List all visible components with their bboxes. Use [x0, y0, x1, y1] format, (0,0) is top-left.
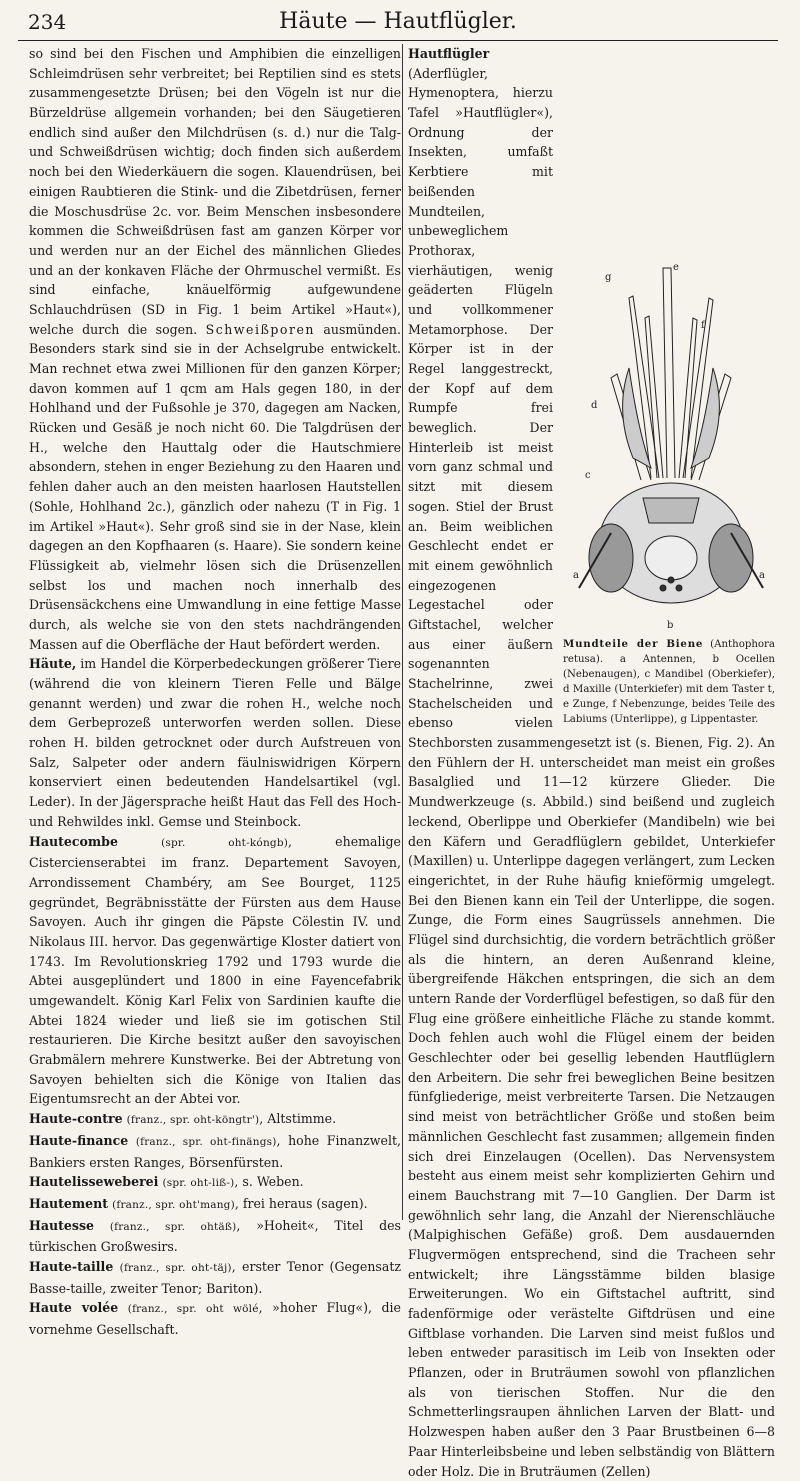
pronunciation: (franz., spr. oht-finängs) [135, 1135, 277, 1148]
headword: Haute-taille [29, 1258, 114, 1274]
headword: Häute, [29, 656, 77, 672]
pronunciation: (spr. oht-liß-) [162, 1177, 235, 1190]
entry-text: (Aderflügler, Hymenoptera, hierzu Tafel »Hautflügler«), Ordnung der Insekten, umfaßt Kerbtiere mit beißenden Mundteilen, unbeweglichem Prothorax, vierhäutigen, wenig geäderten Flügeln und vollkommener Metamorphose. Der Körper ist in der Regel langgestreckt, der Kopf auf dem Rumpfe frei beweglich. Der Hinterleib ist meist vorn ganz schmal und sitzt mit diesem sogen. Stiel der Brust an. Beim weiblichen Geschlecht endet er mit einem gewöhnlich eingezogenen Legestachel oder Giftstachel, welcher aus einer äußern sogenannten Stachelrinne, zwei Stachelscheiden und ebenso vielen Stechborsten zusammengesetzt ist (s. Bienen, Fig. 2). An den Fühlern der H. unterscheidet man meist ein großes Basalglied und 11—12 kürzere Glieder. Die Mundwerkzeuge (s. Abbild.) sind beißend und zugleich leckend, Oberlippe und Oberkiefer (Mandibeln) wie bei den Käfern und Geradflüglern gebildet, Unterkiefer (Maxillen) u. Unterlippe dagegen verlängert, zum Lecken eingerichtet, in der Ruhe häufig knieförmig umgelegt. Bei den Bienen kann ein Teil der Unterlippe, die sogen. Zunge, die Form eines Saugrüssels annehmen. Die Flügel sind durchsichtig, die vordern beträchtlich größer als die hintern, an deren Außenrand kleine, übergreifende Häkchen entspringen, die sich an dem untern Rande der Vorderflügel befestigen, so daß für den Flug eine größere einheitliche Fläche zu stande kommt. Doch fehlen auch wohl die Flügel einem der beiden Geschlechter oder bei gesellig lebenden Hautflüglern den Arbeitern. Die sehr frei beweglichen Beine besitzen fünfgliederige, meist verbreiterte Tarsen. Die Netzaugen sind meist von beträchtlicher Größe und stoßen beim männlichen Geschlecht fast zusammen; allgemein finden sich drei Einzelaugen (Ocellen). Das Nervensystem besteht aus einem meist sehr komplizierten Gehirn und einem Bauchstrang mit 7—10 Ganglien. Der Darm ist gewöhnlich sehr lang, die Anzahl der Nierenschläuche (Malpighischen Gefäße) groß. Dem ausdauernden Flugvermögen entsprechend, sind die Tracheen sehr entwickelt; ihre Längsstämme bilden blasige Erweiterungen. Wo ein Giftstachel auftritt, sind fadenförmige oder verästelte Giftdrüsen und eine Giftblase vorhanden. Die Larven sind meist fußlos und leben entweder parasitisch im Leib von Insekten oder Pflanzen, oder in Bruträumen sowohl von pflanzlichen als von tierischen Stoffen. Nur die den Schmetterlingsraupen ähnlichen Larven der Blatt- und Holzwespen haben außer den 3 Paar Brustbeinen 6—8 Paar Hinterleibsbeine und leben selbständig von Blättern oder Holz. Die in Bruträumen (Zellen) [408, 65, 775, 1479]
page-header [18, 6, 778, 41]
paragraph-hautdruesen: so sind bei den Fischen und Amphibien die einzelligen Schleimdrüsen sehr verbreitet; bei Reptilien sind es stets zusammengesetzte Drüsen; bei den Vögeln ist nur die Bürzeldrüse allgemein vorhanden; bei den Säugetieren endlich sind außer den Milchdrüsen (s. d.) nur die Talg- und Schweißdrüsen wichtig; doch finden sich außerdem noch bei den Wiederkäuern die sogen. Klauendrüsen, bei einigen Raubtieren die Stink- und die Zibetdrüsen, ferner die Moschusdrüse 2c. vor. Beim Menschen insbesondere kommen die Schweißdrüsen fast am ganzen Körper vor und werden nur an der Eichel des männlichen Gliedes und an der konkaven Fläche der Ohrmuschel vermißt. Es sind einfache, knäuelförmig aufgewundene Schlauchdrüsen (SD in Fig. 1 beim Artikel »Haut«), welche durch die sogen. Schweißporen ausmünden. Besonders stark sind sie in der Achselgrube entwickelt. Man rechnet etwa zwei Millionen für den ganzen Körper; davon kommen auf 1 qcm am Hals gegen 180, in der Hohlhand und der Fußsohle je 370, dagegen am Nacken, Rücken und Gesäß je noch nicht 60. Die Talgdrüsen der H., welche den Hauttalg oder die Hautschmiere absondern, stehen in enger Beziehung zu den Haaren und fehlen daher auch an den meisten haarlosen Hautstellen (Sohle, Hohlhand 2c.), gänzlich oder nahezu (T in Fig. 1 im Artikel »Haut«). Sehr groß sind sie in der Nase, klein dagegen an den Kopfhaaren (s. Haare). Sie sondern keine Flüssigkeit ab, vielmehr lösen sich die Drüsenzellen selbst los und machen noch innerhalb des Drüsensäckchens eine Umwandlung in eine fettige Masse durch, als welche sie von den stets nachdrängenden Massen auf die Oberfläche der Haut befördert werden. [29, 46, 401, 652]
label-c: c [585, 470, 591, 481]
entry-haute-volee: Haute volée (franz., spr. oht wölé, »hoher Flug«), die vornehme Gesellschaft. [29, 1300, 401, 1337]
running-title: Häute — Hautflügler. [279, 9, 517, 34]
caption-text: (Anthophora retusa). a Antennen, b Ocellen (Nebenaugen), c Mandibel (Oberkiefer), d Maxille (Unterkiefer) mit dem Taster t, e Zunge, f Nebenzunge, beides Teile des Labiums (Unterlippe), g Lippentaster. [563, 639, 775, 725]
label-e: e [673, 262, 679, 273]
headword: Hautecombe [29, 833, 118, 849]
page-number: 234 [28, 10, 67, 34]
pronunciation: (spr. oht-kóngb) [161, 836, 289, 849]
headword: Haute volée [29, 1300, 119, 1316]
label-g: g [605, 272, 612, 283]
headword: Hautement [29, 1195, 109, 1211]
figure-caption [563, 637, 775, 727]
entry-hautement: Hautement (franz., spr. oht'mang), frei heraus (sagen). [29, 1195, 368, 1211]
headword: Hautflügler [408, 46, 490, 61]
pronunciation: (franz., spr. oht-täj) [119, 1261, 232, 1274]
label-a-left: a [573, 570, 579, 581]
headword: Haute-finance [29, 1132, 129, 1148]
entry-haute-taille: Haute-taille (franz., spr. oht-täj), erster Tenor (Gegensatz Basse-taille, zweiter Tenor; Bariton). [29, 1258, 401, 1296]
pronunciation: (franz., spr. oht wölé [127, 1303, 259, 1316]
label-a-right: a [759, 570, 765, 581]
figure-mundteile [563, 258, 775, 727]
entry-haeute: Häute, im Handel die Körperbedeckungen größerer Tiere (während die von kleinern Tieren Felle und Bälge genannt werden) und zwar die rohen H., welche noch dem Gerbeprozeß unterworfen werden sollen. Diese rohen H. bilden getrocknet oder durch Aufstreuen von Salz, Salpeter oder andern fäulniswidrigen Körpern konserviert einen bedeutenden Handelsartikel (vgl. Leder). In der Jägersprache heißt Haut das Fell des Hoch- und Rehwildes inkl. Gemse und Steinbock. [29, 656, 401, 829]
caption-title: Mundteile der Biene [563, 638, 704, 650]
bee-mouthparts-illustration [571, 258, 771, 633]
right-column [408, 44, 775, 1481]
headword: Haute-contre [29, 1111, 123, 1127]
spaced-term: Schweißporen [205, 321, 315, 337]
headword: Hautelisseweberei [29, 1174, 159, 1190]
pronunciation: (franz., spr. oht'mang) [112, 1198, 235, 1211]
entry-haute-finance: Haute-finance (franz., spr. oht-finängs), hohe Finanzwelt, Bankiers ersten Ranges, Börsenfürsten. [29, 1132, 401, 1170]
entry-haute-contre: Haute-contre (franz., spr. oht-köngtr'), Altstimme. [29, 1111, 337, 1127]
label-d: d [591, 400, 598, 411]
entry-hautfluegler [408, 44, 775, 1481]
entry-hautecombe: Hautecombe (spr. oht-kóngb), ehemalige Cistercienserabtei im franz. Departement Savoyen, Arrondissement Chambéry, am See Bourget, 1125 gegründet, Begräbnisstätte der Fürsten aus dem Hause Savoyen. Auch ihr gingen die Päpste Cölestin IV. und Nikolaus III. hervor. Das gegenwärtige Kloster datiert von 1743. Im Revolutionskrieg 1792 und 1793 wurde die Abtei ausgeplündert und 1800 in eine Fayencefabrik umgewandelt. König Karl Felix von Sardinien kaufte die Abtei 1824 wieder und ließ sie im gotischen Stil restaurieren. Die Kirche besitzt außer den savoyischen Grabmälern mehrere Kunstwerke. Bei der Abtretung von Savoyen behielten sich die Könige von Italien das Eigentumsrecht an der Abtei vor. [29, 833, 401, 1107]
headword: Hautesse [29, 1217, 94, 1233]
pronunciation: (franz., spr. ohtäß) [109, 1220, 237, 1233]
entry-hautelisseweberei: Hautelisseweberei (spr. oht-liß-), s. Weben. [29, 1174, 304, 1190]
left-column [29, 44, 401, 1340]
label-f: f [701, 320, 705, 331]
column-rule [402, 44, 403, 1220]
label-b: b [667, 620, 674, 631]
pronunciation: (franz., spr. oht-köngtr') [126, 1114, 260, 1127]
entry-hautesse: Hautesse (franz., spr. ohtäß), »Hoheit«, Titel des türkischen Großwesirs. [29, 1217, 401, 1255]
